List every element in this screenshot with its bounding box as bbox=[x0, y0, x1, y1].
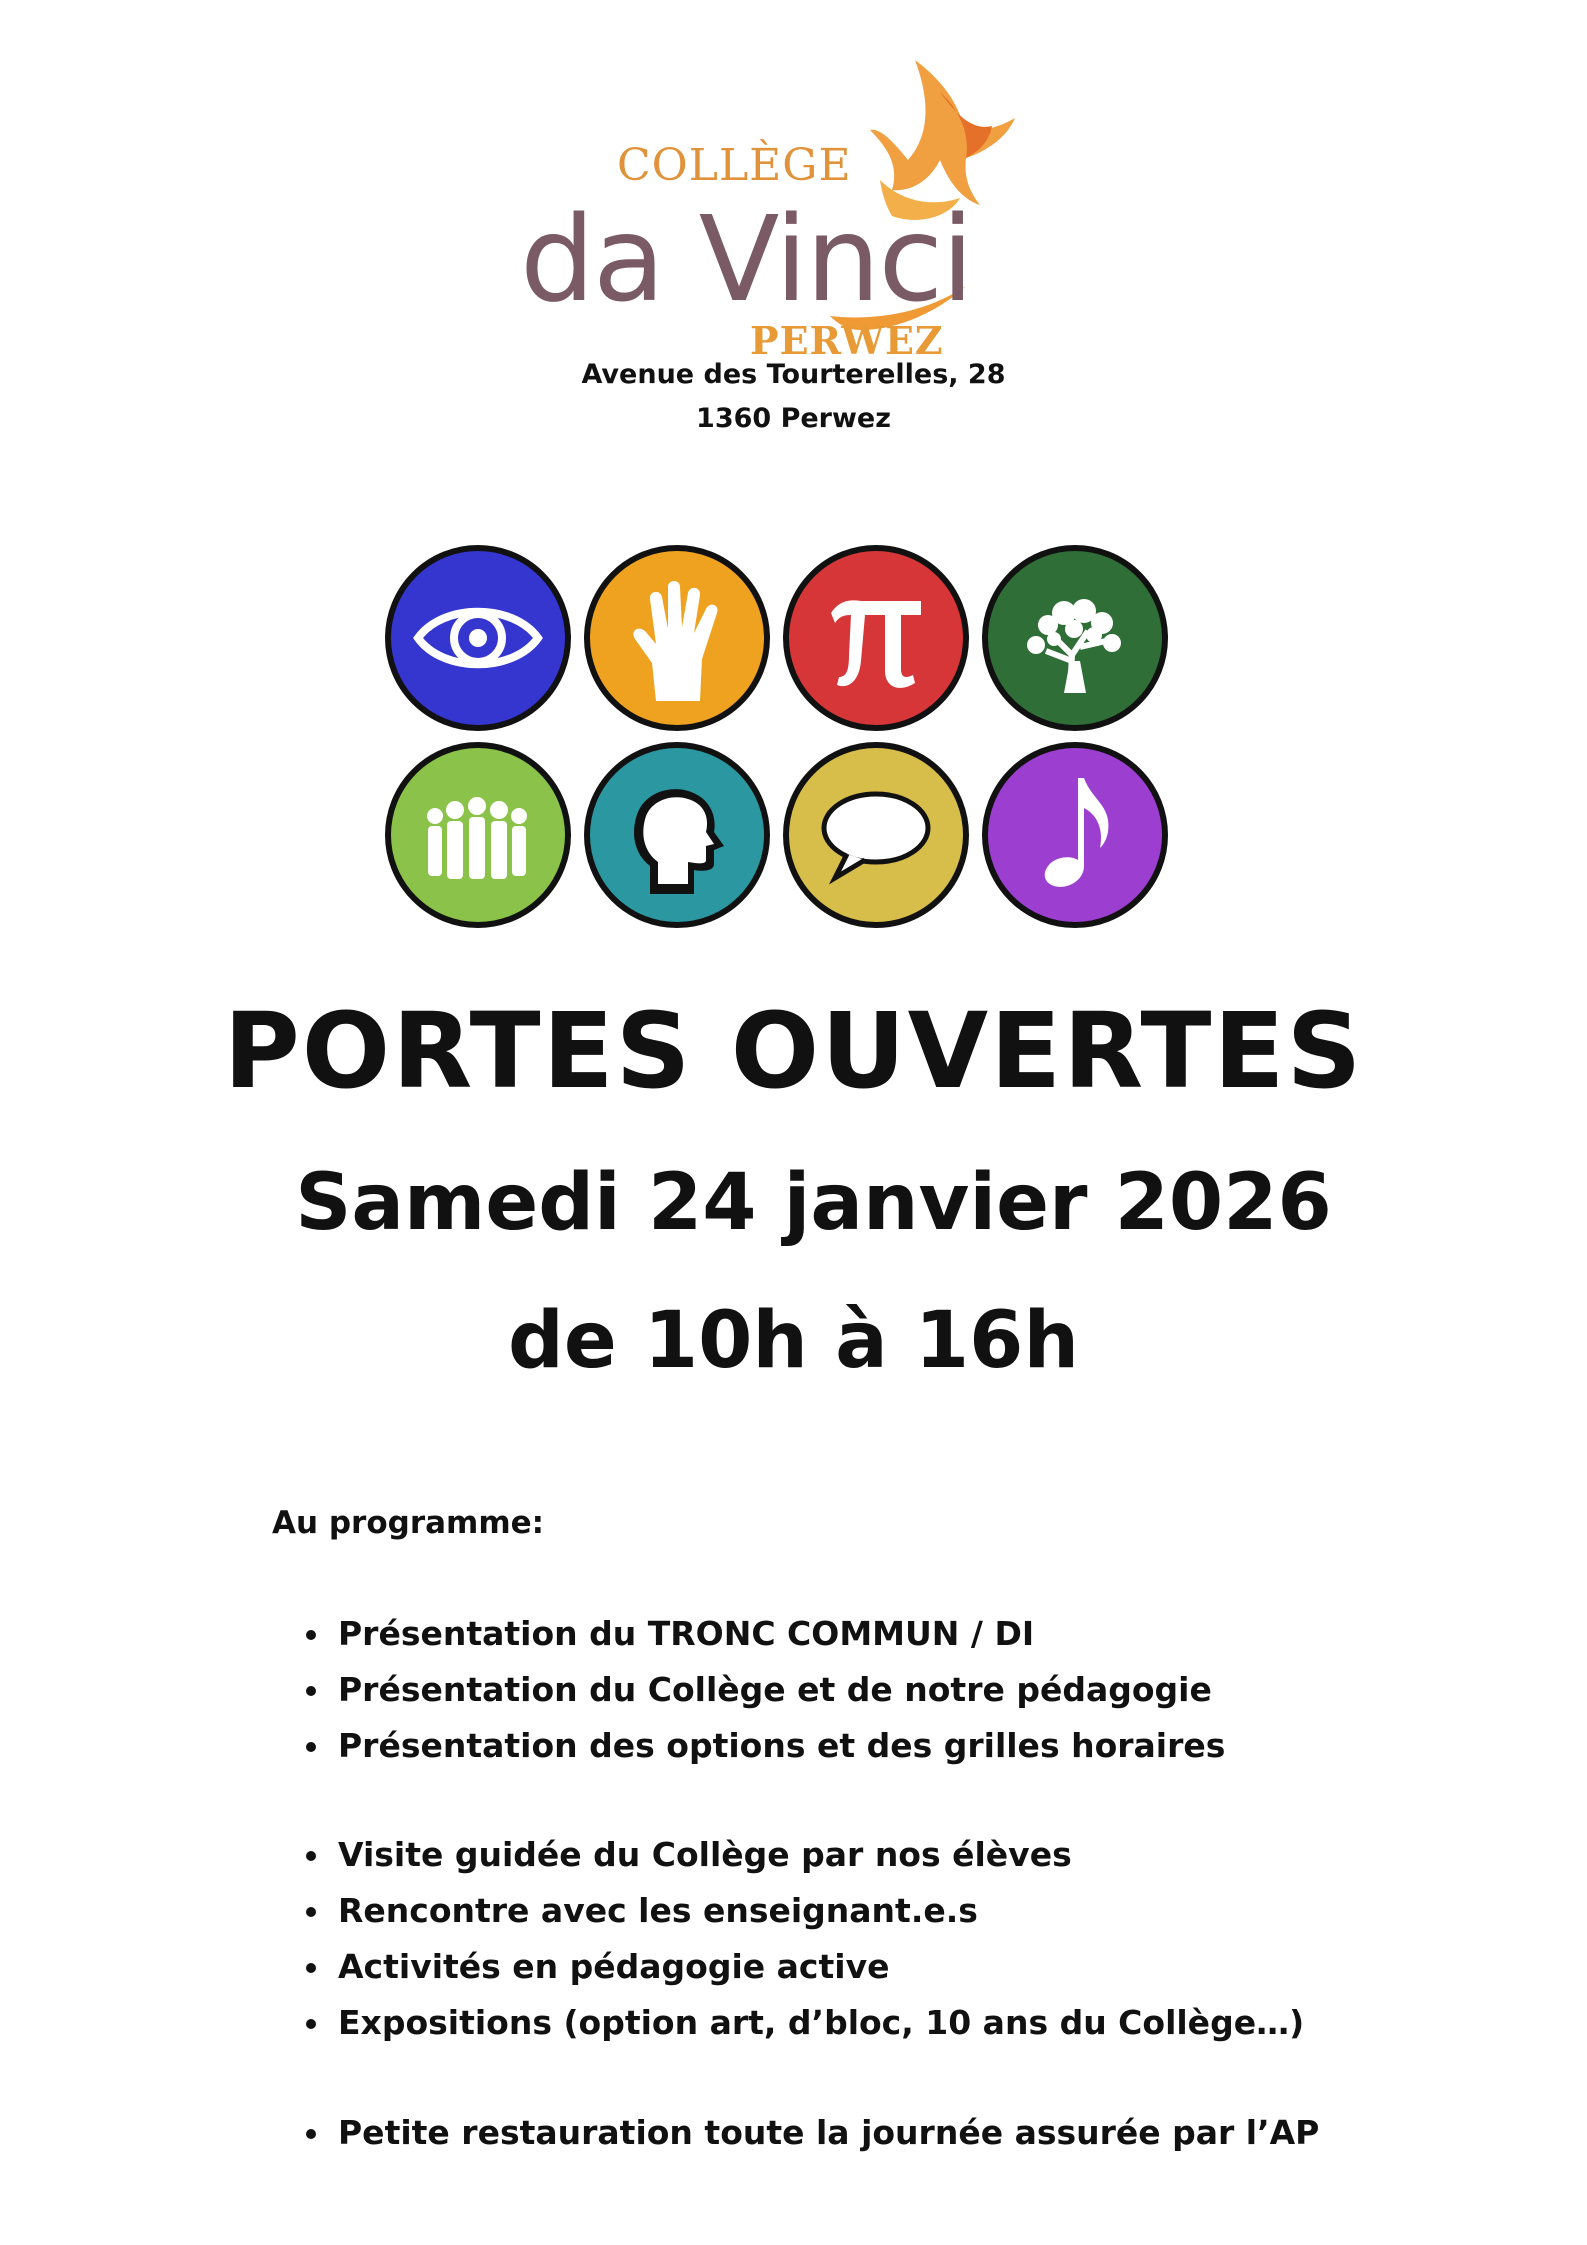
eye-icon bbox=[385, 545, 571, 731]
music-note-icon bbox=[982, 742, 1168, 928]
speech-bubble-icon bbox=[783, 742, 969, 928]
event-title: PORTES OUVERTES bbox=[223, 990, 1364, 1112]
people-icon bbox=[385, 742, 571, 928]
list-item: Expositions (option art, d’bloc, 10 ans du Collège…) bbox=[304, 1995, 1304, 2051]
list-item: Activités en pédagogie active bbox=[304, 1939, 1304, 1995]
tree-icon bbox=[982, 545, 1168, 731]
program-list-visits bbox=[304, 1827, 1304, 2051]
program-list-catering bbox=[304, 2105, 1319, 2161]
list-item: Présentation du Collège et de notre pédagogie bbox=[304, 1662, 1225, 1718]
logo-da-vinci-text: da Vinci bbox=[520, 190, 973, 328]
logo-college-text: COLLÈGE bbox=[617, 140, 852, 191]
logo-perwez-text: PERWEZ bbox=[750, 318, 944, 363]
address-line-2: 1360 Perwez bbox=[696, 403, 891, 434]
list-item: Rencontre avec les enseignant.e.s bbox=[304, 1883, 1304, 1939]
list-item: Présentation des options et des grilles horaires bbox=[304, 1718, 1225, 1774]
list-item: Petite restauration toute la journée assurée par l’AP bbox=[304, 2105, 1319, 2161]
head-icon bbox=[584, 742, 770, 928]
list-item: Visite guidée du Collège par nos élèves bbox=[304, 1827, 1304, 1883]
event-time: de 10h à 16h bbox=[508, 1296, 1079, 1386]
program-heading: Au programme: bbox=[272, 1505, 545, 1541]
theme-icons-grid bbox=[0, 0, 1587, 960]
address-line-1: Avenue des Tourterelles, 28 bbox=[581, 359, 1006, 390]
list-item: Présentation du TRONC COMMUN / DI bbox=[304, 1606, 1225, 1662]
event-date: Samedi 24 janvier 2026 bbox=[295, 1158, 1332, 1248]
pi-icon bbox=[783, 545, 969, 731]
program-list-presentations bbox=[304, 1606, 1225, 1774]
hand-icon bbox=[584, 545, 770, 731]
